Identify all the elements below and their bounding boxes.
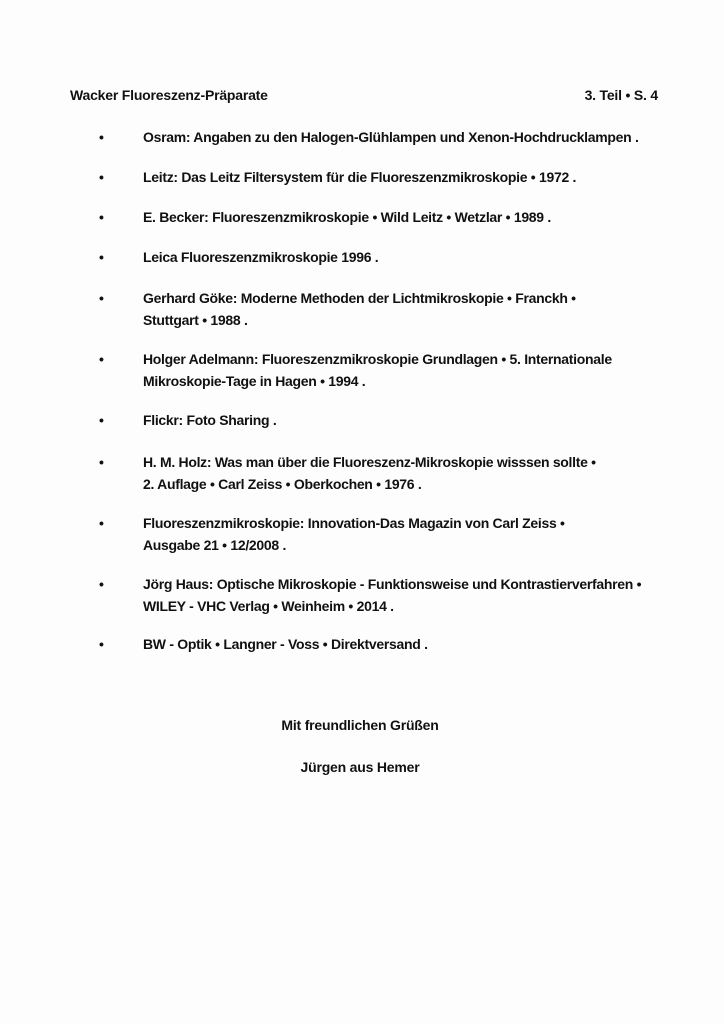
signature: Jürgen aus Hemer: [300, 759, 420, 775]
reference-line: Leica Fluoreszenzmikroskopie 1996 .: [143, 249, 379, 265]
reference-line: Holger Adelmann: Fluoreszenzmikroskopie Grundlagen • 5. Internationale: [143, 351, 612, 367]
reference-line: Fluoreszenzmikroskopie: Innovation-Das Magazin von Carl Zeiss •: [143, 515, 565, 531]
document-title: Wacker Fluoreszenz-Präparate: [70, 87, 268, 103]
reference-text: [143, 126, 663, 148]
bullet-icon: •: [99, 169, 104, 185]
reference-text: [143, 633, 663, 655]
reference-line: WILEY - VHC Verlag • Weinheim • 2014 .: [143, 598, 394, 614]
bullet-icon: •: [99, 515, 104, 531]
reference-line: H. M. Holz: Was man über die Fluoreszenz-Mikroskopie wisssen sollte •: [143, 454, 596, 470]
bullet-icon: •: [99, 351, 104, 367]
reference-line: Flickr: Foto Sharing .: [143, 412, 277, 428]
reference-line: Jörg Haus: Optische Mikroskopie - Funktionsweise und Kontrastierverfahren •: [143, 576, 642, 592]
bullet-icon: •: [99, 454, 104, 470]
reference-text: [143, 348, 663, 392]
bullet-icon: •: [99, 576, 104, 592]
reference-text: [143, 409, 663, 431]
reference-text: [143, 166, 663, 188]
reference-line: E. Becker: Fluoreszenzmikroskopie • Wild Leitz • Wetzlar • 1989 .: [143, 209, 551, 225]
reference-text: [143, 573, 663, 617]
reference-text: [143, 287, 663, 331]
bullet-icon: •: [99, 636, 104, 652]
closing-greeting: Mit freundlichen Grüßen: [281, 717, 439, 733]
reference-line: Leitz: Das Leitz Filtersystem für die Fluoreszenzmikroskopie • 1972 .: [143, 169, 577, 185]
reference-line: Osram: Angaben zu den Halogen-Glühlampen und Xenon-Hochdrucklampen .: [143, 129, 639, 145]
bullet-icon: •: [99, 412, 104, 428]
reference-line: Ausgabe 21 • 12/2008 .: [143, 537, 287, 553]
reference-text: [143, 206, 663, 228]
reference-line: Mikroskopie-Tage in Hagen • 1994 .: [143, 373, 366, 389]
bullet-icon: •: [99, 249, 104, 265]
reference-text: [143, 246, 663, 268]
bullet-icon: •: [99, 209, 104, 225]
page-reference: 3. Teil • S. 4: [584, 87, 658, 103]
reference-text: [143, 451, 663, 495]
reference-line: 2. Auflage • Carl Zeiss • Oberkochen • 1976 .: [143, 476, 422, 492]
bullet-icon: •: [99, 129, 104, 145]
reference-text: [143, 512, 663, 556]
reference-line: Stuttgart • 1988 .: [143, 312, 248, 328]
bullet-icon: •: [99, 290, 104, 306]
reference-line: Gerhard Göke: Moderne Methoden der Lichtmikroskopie • Franckh •: [143, 290, 576, 306]
reference-line: BW - Optik • Langner - Voss • Direktversand .: [143, 636, 428, 652]
